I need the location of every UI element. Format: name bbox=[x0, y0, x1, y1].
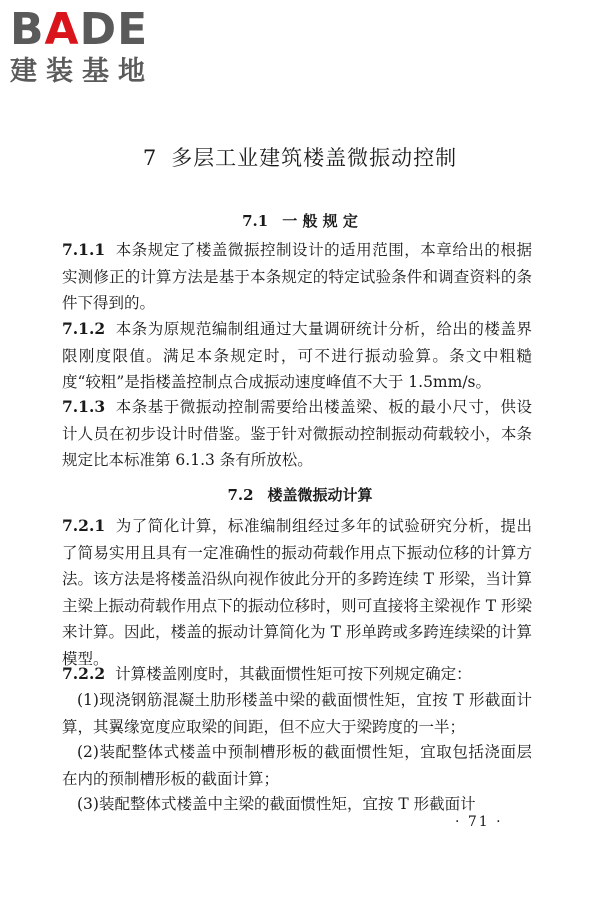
list-item: (2)装配整体式楼盖中预制槽形板的截面惯性矩，宜取包括浇面层在内的预制槽形板的截面计算； bbox=[62, 743, 532, 788]
clause-number: 7.1.2 bbox=[62, 319, 106, 338]
clause-7-1-3 bbox=[62, 394, 532, 474]
clause-text: 本条为原规范编制组通过大量调研统计分析，给出的楼盖界限刚度限值。满足本条规定时，可不进行振动验算。条文中粗糙度“较粗”是指楼盖控制点合成振动速度峰值不大于 1.5mm/s。 bbox=[62, 320, 532, 391]
clause-number: 7.2.1 bbox=[62, 516, 106, 535]
clause-7-1-1 bbox=[62, 237, 532, 317]
clause-7-2-1 bbox=[62, 513, 532, 672]
clause-7-2-2 bbox=[62, 661, 532, 688]
list-item: (3)装配整体式楼盖中主梁的截面惯性矩，宜按 T 形截面计 bbox=[77, 795, 476, 813]
clause-7-1-2 bbox=[62, 316, 532, 396]
chapter-number: 7 bbox=[142, 146, 158, 170]
clause-number: 7.2.2 bbox=[62, 664, 106, 683]
clause-text: 本条规定了楼盖微振控制设计的适用范围，本章给出的根据实测修正的计算方法是基于本条规定的特定试验条件和调查资料的条件下得到的。 bbox=[62, 241, 532, 312]
chapter-title-text: 多层工业建筑楼盖微振动控制 bbox=[171, 146, 458, 170]
section-heading-7-2: 7.2 楼盖微振动计算 bbox=[227, 486, 373, 504]
clause-text: 本条基于微振动控制需要给出楼盖梁、板的最小尺寸，供设计人员在初步设计时借鉴。鉴于针对微振动控制振动荷载较小，本条规定比本标准第 6.1.3 条有所放松。 bbox=[62, 398, 532, 469]
list-item: (1)现浇钢筋混凝土肋形楼盖中梁的截面惯性矩，宜按 T 形截面计算，其翼缘宽度应取梁的间距，但不应大于梁跨度的一半； bbox=[62, 691, 532, 736]
clause-number: 7.1.3 bbox=[62, 397, 106, 416]
clause-text: 计算楼盖刚度时，其截面惯性矩可按下列规定确定： bbox=[115, 665, 472, 683]
page-number: · 71 · bbox=[455, 814, 503, 830]
logo-brand: BADE bbox=[10, 4, 149, 55]
logo bbox=[10, 6, 180, 88]
section-heading-7-1: 7.1 一 般 规 定 bbox=[242, 212, 358, 230]
logo-subtitle: 建装基地 bbox=[10, 56, 154, 87]
clause-text: 为了简化计算，标准编制组经过多年的试验研究分析，提出了简易实用且具有一定准确性的振动荷载作用点下振动位移的计算方法。该方法是将楼盖沿纵向视作彼此分开的多跨连续 T 形梁，当计算主梁上振动荷载作用点下的振动位移时，则可直接将主梁视作 T 形梁来计算。因此，楼盖的振动计算简化为 T 形单跨或多跨连续梁的计算模型。 bbox=[62, 517, 532, 668]
clause-number: 7.1.1 bbox=[62, 240, 106, 259]
chapter-title bbox=[0, 142, 600, 172]
